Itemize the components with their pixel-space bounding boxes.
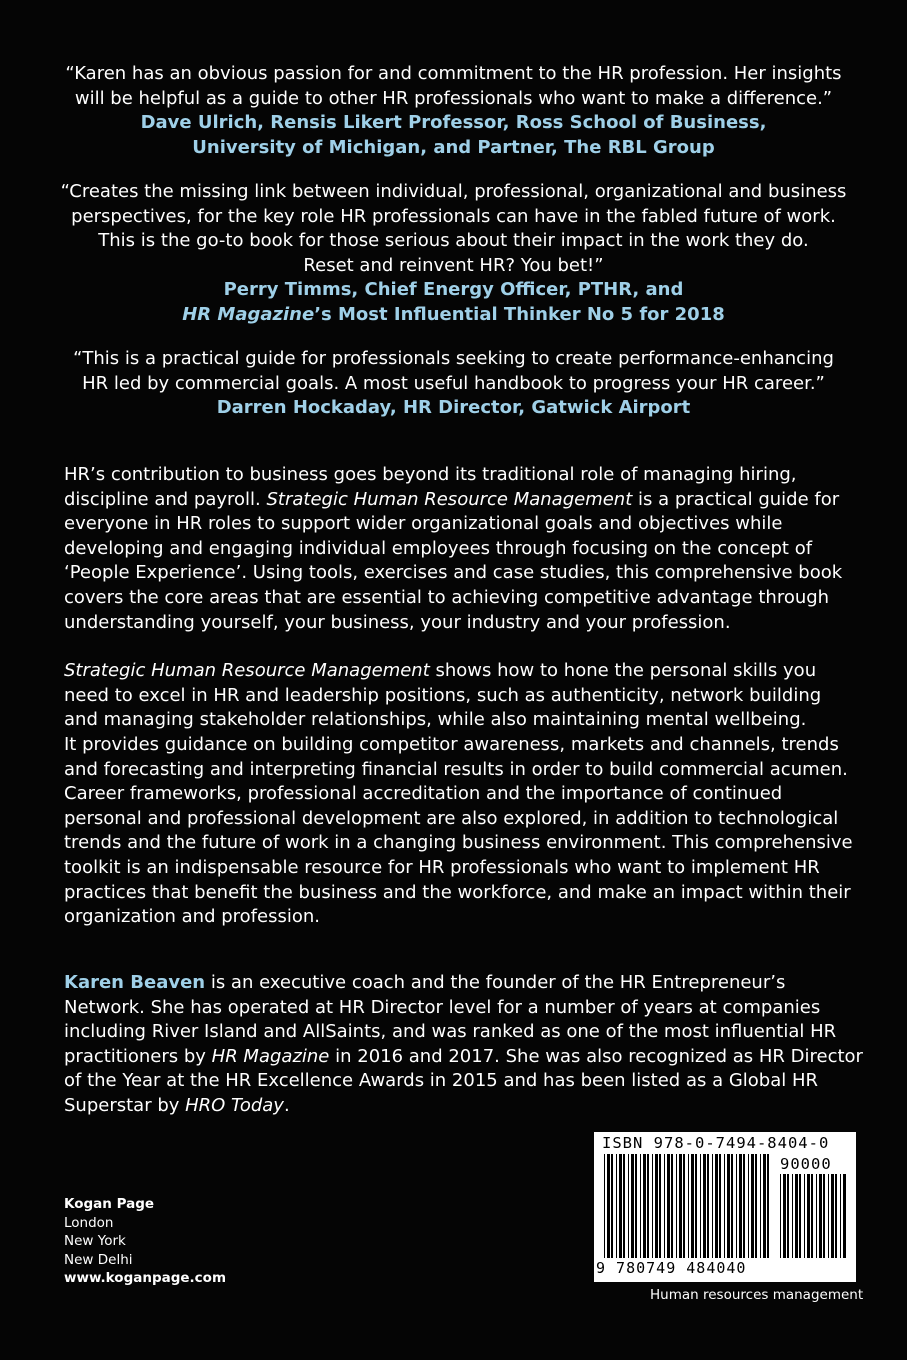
barcode-bar	[667, 1154, 670, 1258]
quote-line: perspectives, for the key role HR professionals can have in the fabled future of work.	[71, 205, 836, 227]
publisher-website: www.koganpage.com	[64, 1270, 227, 1286]
quote-line: “This is a practical guide for professionals seeking to create performance-enhancing	[73, 348, 834, 369]
endorsement-ulrich	[40, 62, 867, 160]
barcode-bar	[783, 1174, 786, 1258]
barcode-bar	[835, 1174, 837, 1258]
barcode-bar	[659, 1154, 661, 1258]
barcode-bar	[739, 1154, 742, 1258]
barcode-bar	[676, 1154, 677, 1258]
endorsement-hockaday	[40, 347, 867, 421]
bio-text: is an executive coach and the founder of the HR Entrepreneur’s Network. She has operated at HR Director level for a number of years at companies including River Island and AllSaints, and was ranked as one of the most influential HR practitioners by	[64, 972, 837, 1067]
magazine-title: HR Magazine	[211, 1045, 330, 1067]
bio-text: in 2016 and 2017. She was also recognized as HR Director of the Year at the HR Excellence Awards in 2015 and has been listed as a Global HR Superstar by	[64, 1045, 863, 1116]
barcode-bar	[727, 1154, 730, 1258]
barcode-bar	[743, 1154, 745, 1258]
barcode-bar	[707, 1154, 709, 1258]
quote-attribution: Darren Hockaday, HR Director, Gatwick Airport	[216, 397, 691, 418]
barcode-bar	[831, 1174, 834, 1258]
barcode-bar	[811, 1174, 813, 1258]
quote-line: Reset and reinvent HR? You bet!”	[303, 254, 604, 276]
book-title: Strategic Human Resource Management	[64, 660, 430, 682]
barcode-bar	[819, 1174, 822, 1258]
barcode-bar	[619, 1154, 622, 1258]
barcode-bar	[767, 1154, 769, 1258]
barcode-bar	[799, 1174, 801, 1258]
barcode-bar	[695, 1154, 697, 1258]
subject-category: Human resources management	[650, 1287, 864, 1303]
description-text: It provides guidance on building competitor awareness, markets and channels, trends and forecasting and interpreting financial results in order to build commercial acumen. Career frameworks, professional accreditation and the importance of continued personal and professional development are also explored, in addition to technological trends and the future of work in a changing business environment. This comprehensive toolkit is an indispensable resource for HR professionals who want to implement HR practices that benefit the business and the workforce, and make an impact within their organization and profession.	[64, 733, 853, 928]
barcode-bar	[652, 1154, 653, 1258]
barcode-bar	[840, 1174, 841, 1258]
isbn-number: ISBN 978-0-7494-8404-0	[602, 1134, 830, 1152]
barcode-bar	[823, 1174, 825, 1258]
barcode-bar	[712, 1154, 713, 1258]
barcode-bar	[604, 1154, 605, 1258]
bio-text: .	[283, 1094, 290, 1116]
barcode-bar	[816, 1174, 817, 1258]
addon-barcode-bars	[780, 1174, 846, 1258]
barcode-bar	[731, 1154, 733, 1258]
barcode-bar	[631, 1154, 634, 1258]
barcode-bar	[683, 1154, 685, 1258]
barcode-bar	[640, 1154, 641, 1258]
endorsements	[40, 62, 867, 441]
barcode-bar	[760, 1154, 761, 1258]
publisher-city: New York	[64, 1233, 126, 1249]
endorsement-timms	[40, 180, 867, 327]
barcode-bar	[787, 1174, 789, 1258]
quote-line: will be helpful as a guide to other HR professionals who want to make a difference.”	[74, 87, 833, 109]
quote-line: “Karen has an obvious passion for and commitment to the HR profession. Her insights	[65, 63, 842, 84]
barcode-bar	[647, 1154, 649, 1258]
quote-attribution: University of Michigan, and Partner, The RBL Group	[192, 136, 715, 158]
description-text: shows how to hone the personal skills you need to excel in HR and leadership positions, such as authenticity, network building and managing stakeholder relationships, while also maintaining mental wellbeing.	[64, 660, 822, 731]
barcode-bar	[607, 1154, 610, 1258]
barcode-bar	[751, 1154, 754, 1258]
barcode-bar	[700, 1154, 701, 1258]
attribution-tail: ’s Most Influential Thinker No 5 for 2018	[314, 303, 725, 325]
barcode-bar	[616, 1154, 617, 1258]
barcode-bar	[635, 1154, 637, 1258]
book-description	[64, 463, 854, 954]
barcode-bar	[748, 1154, 749, 1258]
publisher-city: New Delhi	[64, 1251, 133, 1268]
quote-attribution	[40, 303, 867, 328]
barcode-bar	[804, 1174, 805, 1258]
publisher-city: London	[64, 1214, 114, 1231]
barcode-bar	[664, 1154, 665, 1258]
barcode-bar	[763, 1154, 766, 1258]
addon-number: 90000	[780, 1155, 832, 1173]
description-paragraph-1	[64, 463, 854, 635]
quote-attribution: Dave Ulrich, Rensis Likert Professor, Ross School of Business,	[140, 112, 767, 133]
barcode-bar	[724, 1154, 725, 1258]
barcode-bar	[807, 1174, 810, 1258]
barcode-bar	[628, 1154, 629, 1258]
barcode-bar	[755, 1154, 757, 1258]
barcode-bar	[828, 1174, 829, 1258]
barcode-bar	[795, 1174, 798, 1258]
barcode-bar	[703, 1154, 706, 1258]
barcode-bar	[688, 1154, 689, 1258]
barcode-bar	[715, 1154, 718, 1258]
barcode-bar	[671, 1154, 673, 1258]
barcode-bar	[623, 1154, 625, 1258]
quote-line: This is the go-to book for those serious about their impact in the work they do.	[98, 230, 809, 251]
quote-line: “Creates the missing link between individual, professional, organizational and business	[60, 181, 847, 202]
author-name: Karen Beaven	[64, 972, 206, 993]
description-text: is a practical guide for everyone in HR roles to support wider organizational goals and objectives while developing and engaging individual employees through focusing on the concept of ‘People Experience’. Using tools, exercises and case studies, this comprehensive book covers the core areas that are essential to achieving competitive advantage through understanding yourself, your business, your industry and your profession.	[64, 488, 843, 633]
description-text: HR’s contribution to business goes beyond its traditional role of managing hiring, discipline and payroll.	[64, 464, 797, 510]
barcode-bar	[655, 1154, 658, 1258]
magazine-title: HRO Today	[185, 1094, 284, 1116]
publisher-name: Kogan Page	[64, 1196, 155, 1212]
magazine-title: HR Magazine	[182, 303, 315, 325]
barcode-bar	[611, 1154, 613, 1258]
barcode-bar	[719, 1154, 721, 1258]
barcode-bar	[643, 1154, 646, 1258]
quote-attribution: Perry Timms, Chief Energy Officer, PTHR, and	[223, 279, 684, 300]
ean-number: 9 780749 484040	[596, 1259, 747, 1277]
barcode-bar	[736, 1154, 737, 1258]
barcode-bars	[604, 1154, 770, 1258]
book-title: Strategic Human Resource Management	[266, 488, 633, 510]
isbn-barcode	[594, 1132, 856, 1282]
quote-line: HR led by commercial goals. A most useful handbook to progress your HR career.”	[82, 372, 825, 394]
publisher-imprint	[64, 1195, 226, 1288]
barcode-bar	[843, 1174, 846, 1258]
description-paragraph-2	[64, 659, 854, 930]
barcode-bar	[691, 1154, 694, 1258]
author-bio	[64, 971, 864, 1119]
barcode-bar	[780, 1174, 781, 1258]
barcode-bar	[679, 1154, 682, 1258]
barcode-bar	[792, 1174, 793, 1258]
